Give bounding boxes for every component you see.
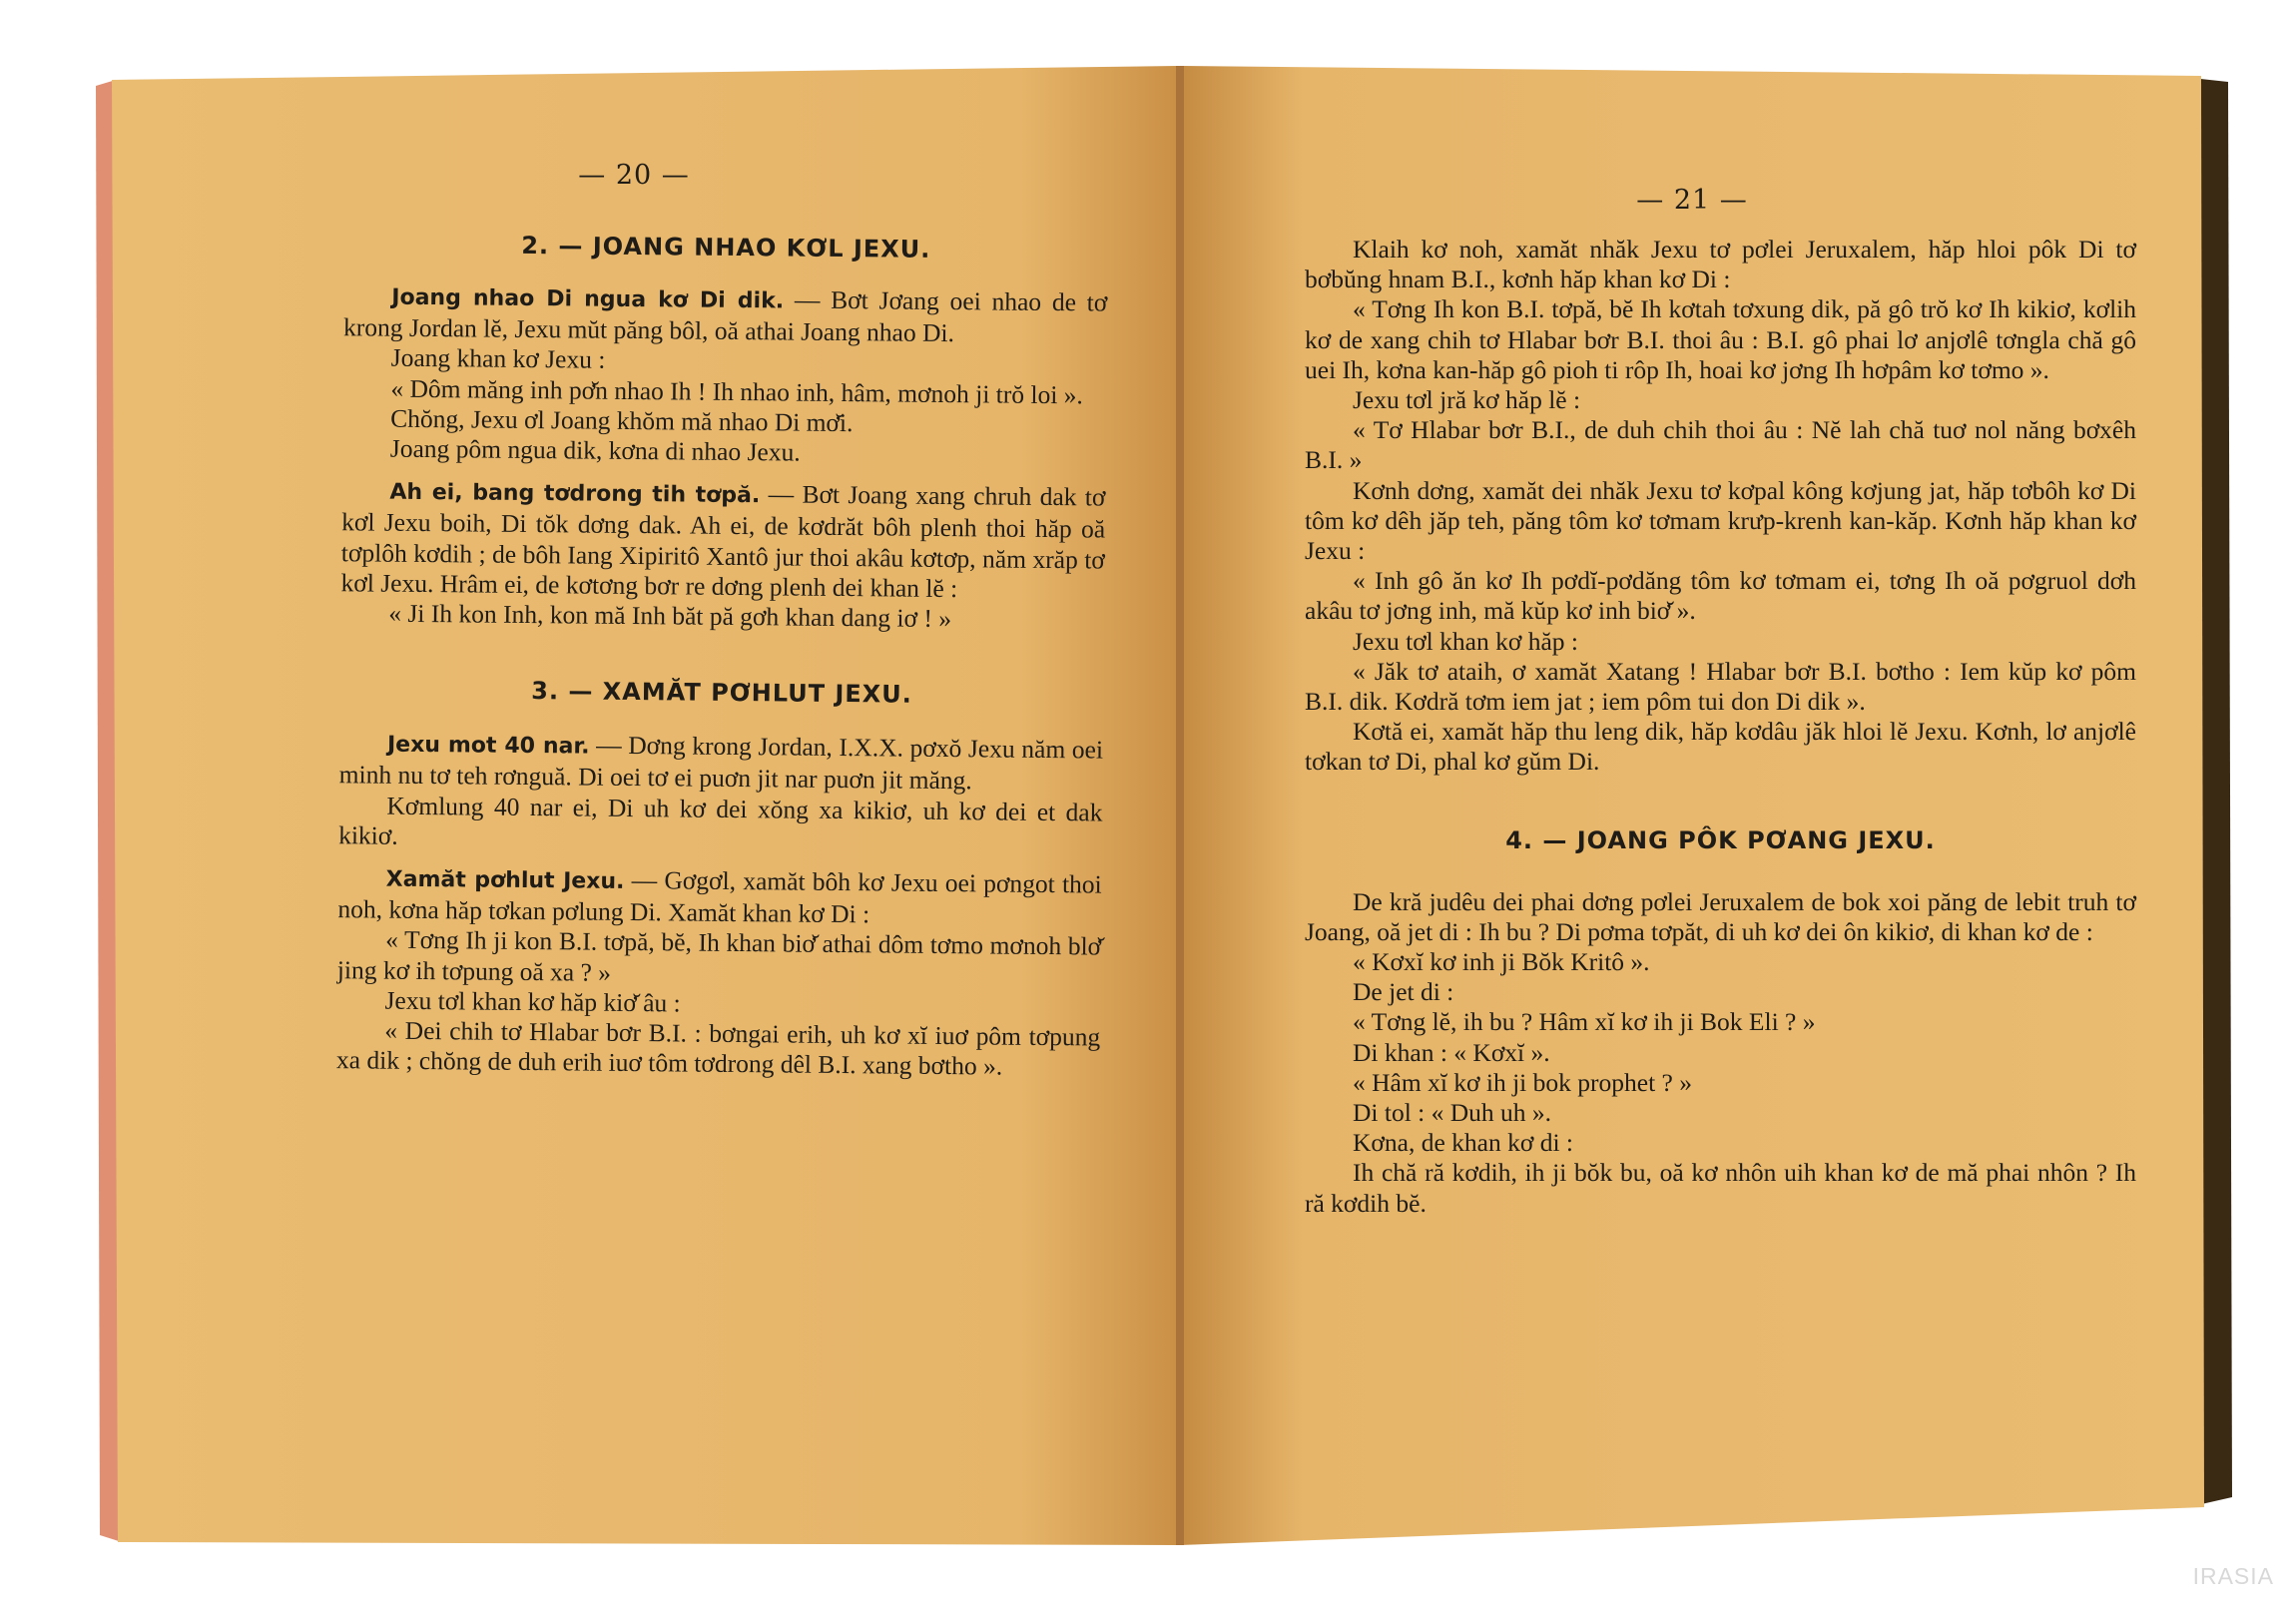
- paragraph-text: — Gơgơl, xamăt bôh kơ Jexu oei pơngot thoi noh, kơna hăp tơkan pơlung Di. Xamăt khan kơ Di :: [337, 864, 1102, 929]
- paragraph-subhead: Joang nhao Di ngua kơ Di dik.: [391, 284, 785, 314]
- paragraph-subhead: Jexu mot 40 nar.: [386, 732, 590, 760]
- left-page-text: [95, 225, 1173, 1537]
- paragraph: Kơnh dơng, xamăt dei nhăk Jexu tơ kơpal kông kơjung jat, hăp tơbôh kơ Di tôm kơ dêh jăp teh, păng tôm kơ tơmam krưp-krenh kan-kăp. Kơnh hăp khan kơ Jexu :: [1305, 475, 2136, 566]
- quote: « Tơng Ih kon B.I. tơpă, bĕ Ih kơtah tơxung dik, pă gô trŏ kơ Ih kikiơ, kơlih kơ de xang chih tơ Hlabar bơr B.I. thoi âu : B.I. gô phai lơ anjơlê tơngla chă gô uei Ih, kơna kan-hăp gô pioh ti rôp Ih, hoai kơ jơng Ih hơpâm kơ tơmo ».: [1305, 294, 2136, 384]
- paragraph: Di tol : « Duh uh ».: [1353, 1098, 1552, 1128]
- paragraph: Jexu tơl jră kơ hăp lĕ :: [1353, 385, 1581, 415]
- paragraph: Jexu tơl khan kơ hăp :: [1353, 626, 1578, 656]
- paragraph: [343, 280, 1108, 350]
- quote: « Tơ Hlabar bơr B.I., de duh chih thoi âu : Nĕ lah chă tuơ nol năng bơxêh B.I. »: [1305, 415, 2136, 475]
- paragraph-subhead: Ah ei, bang tơdrong tih tơpă.: [389, 479, 761, 509]
- paragraph-text: — Bơt Jơang oei nhao de tơ krong Jordan lĕ, Jexu mŭt păng bôl, oă athai Joang nhao Di.: [342, 284, 1108, 348]
- paragraph: Chŏng, Jexu ơl Joang khŏm mă nhao Di mơ̆i.: [390, 403, 854, 437]
- watermark: IRASIA: [2192, 1563, 2274, 1589]
- paragraph: [339, 728, 1104, 798]
- section-title: 3. — XAMĂT PƠHLUT JEXU.: [531, 677, 913, 709]
- right-page-text: [1183, 235, 2201, 1537]
- paragraph: Kơtă ei, xamăt hăp thu leng dik, hăp kơdâu jăk hloi lĕ Jexu. Kơnh, lơ anjơlê tơkan tơ Di, phal kơ gŭm Di.: [1305, 717, 2136, 777]
- paragraph: Joang khan kơ Jexu :: [390, 343, 606, 375]
- paragraph-subhead: Xamăt pơhlut Jexu.: [385, 866, 625, 894]
- paragraph: Di khan : « Kơxĭ ».: [1353, 1037, 1550, 1067]
- paragraph: Klaih kơ noh, xamăt nhăk Jexu tơ pơlei Jeruxalem, hăp hloi pôk Di tơ bơbŭng hnam B.I., kơnh hăp khan kơ Di :: [1305, 235, 2136, 294]
- section-title: 4. — JOANG PÔK PƠANG JEXU.: [1505, 825, 1936, 854]
- paragraph: [337, 862, 1102, 932]
- paragraph: [340, 475, 1105, 605]
- paragraph: Ih chă ră kơdih, ih ji bŏk bu, oă kơ nhôn uih khan kơ de mă phai nhôn ? Ih ră kơdih bĕ.: [1305, 1158, 2136, 1218]
- paragraph: « Dôm măng inh pơ̆n nhao Ih ! Ih nhao inh, hâm, mơnoh ji trŏ loi ».: [390, 373, 1084, 409]
- quote: « Dei chih tơ Hlabar bơr B.I. : bơngai erih, uh kơ xĭ iuơ pôm tơpung xa dik ; chŏng de duh erih iuơ tôm tơdrong dêl B.I. xang bơtho ».: [335, 1015, 1101, 1081]
- paragraph: De jet di :: [1353, 977, 1454, 1007]
- quote: « Tơng Ih ji kon B.I. tơpă, bĕ, Ih khan biơ̆ athai dôm tơmo mơnoh blơ̆ jing kơ ih tơpung oă xa ? »: [336, 925, 1102, 987]
- paragraph-text: — Bơt Joang xang chruh dak tơ kơl Jexu boih, Di tŏk dơng dak. Ah ei, de kơdrăt bôh plenh thoi hăp oă tơplôh kơdih ; de bôh Iang Xipiritô Xantô jur thoi akâu kơtơp, năm xrăp tơ kơl Jexu. Hrâm ei, de kơtơng bơr re dơng plenh dei khan lĕ :: [340, 479, 1106, 603]
- quote: « Inh gô ăn kơ Ih pơdĭ-pơdăng tôm kơ tơmam ei, tơng Ih oă pơgruol dơh akâu tơ jơng inh, mă kŭp kơ inh biơ̆ ».: [1305, 566, 2136, 626]
- paragraph: Joang pôm ngua dik, kơna di nhao Jexu.: [389, 433, 801, 467]
- paragraph-text: — Dơng krong Jordan, I.X.X. pơxŏ Jexu năm oei minh nu tơ teh rơnguă. Di oei tơ ei puơn jit nar puơn jit măng.: [338, 730, 1104, 796]
- paragraph: De kră judêu dei phai dơng pơlei Jeruxalem de bok xoi păng de lebit truh tơ Joang, oă jet di : Ih bu ? Di pơma tơpăt, di uh kơ dei ôn kikiơ, di khan kơ de :: [1305, 886, 2136, 946]
- section-title: 2. — JOANG NHAO KƠL JEXU.: [521, 231, 931, 264]
- left-page: [95, 70, 1173, 1537]
- quote: « Hâm xĭ kơ ih ji bok prophet ? »: [1353, 1067, 1692, 1097]
- right-page: [1183, 70, 2201, 1537]
- quote: « Kơxĭ kơ inh ji Bŏk Kritô ».: [1353, 947, 1650, 977]
- paragraph: Kơmlung 40 nar ei, Di uh kơ dei xŏng xa kikiơ, uh kơ dei et dak kikiơ.: [338, 791, 1103, 850]
- page-number: — 21 —: [1636, 185, 1748, 216]
- paragraph: Kơna, de khan kơ di :: [1353, 1128, 1574, 1158]
- page-number: — 20 —: [578, 160, 690, 191]
- quote: « Jăk tơ ataih, ơ xamăt Xatang ! Hlabar bơr B.I. bơtho : Iem kŭp kơ pôm B.I. dik. Kơdră tơm iem jat ; iem pôm tui don Di dik ».: [1305, 656, 2136, 717]
- quote: « Ji Ih kon Inh, kon mă Inh băt pă gơh khan dang iơ ! »: [388, 598, 952, 634]
- quote: « Tơng lĕ, ih bu ? Hâm xĭ kơ ih ji Bok Eli ? »: [1353, 1007, 1816, 1037]
- paragraph: Jexu tơl khan kơ hăp kiơ̆ âu :: [384, 985, 681, 1018]
